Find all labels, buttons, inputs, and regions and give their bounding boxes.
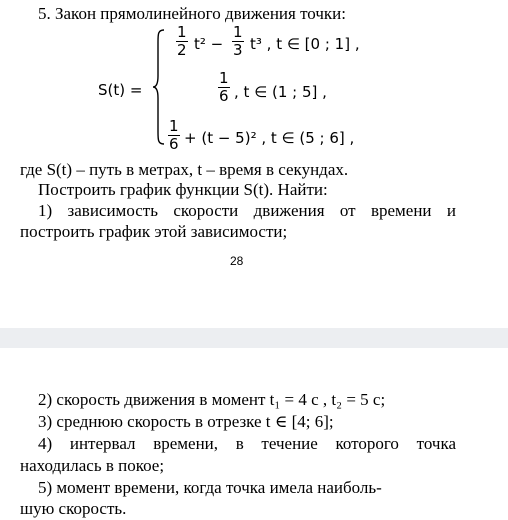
- item-4-line-1: 4) интервал времени, в течение которого точка: [38, 434, 456, 453]
- case1-term-1: t² −: [194, 35, 224, 53]
- left-brace: [152, 28, 166, 146]
- item-5-line-1: 5) момент времени, когда точка имела наиболь-: [38, 478, 382, 497]
- page-lower: [0, 348, 508, 520]
- case1-term-2: t³ , t ∈ [0 ; 1] ,: [250, 35, 360, 53]
- build-text: Построить график функции S(t). Найти:: [38, 180, 328, 199]
- item-5-line-2: шую скорость.: [20, 499, 127, 518]
- case1-fraction-1: $\frac{1}{2}$: [177, 23, 187, 59]
- item-4-line-2: находилась в покое;: [20, 456, 165, 475]
- where-text: где S(t) – путь в метрах, t – время в секундах.: [20, 160, 349, 179]
- problem-heading: 5. Закон прямолинейного движения точки:: [38, 4, 346, 23]
- case3-term: + (t − 5)² , t ∈ (5 ; 6] ,: [184, 129, 355, 147]
- page-number: 28: [230, 254, 244, 268]
- case3-fraction: $\frac{1}{6}$: [169, 117, 179, 153]
- item-1-line-2: построить график этой зависимости;: [20, 222, 288, 241]
- case2-term: , t ∈ (1 ; 5] ,: [234, 83, 327, 101]
- item-1-line-1: 1) зависимость скорости движения от времени и: [38, 201, 456, 220]
- case2-fraction: $\frac{1}{6}$: [219, 69, 229, 105]
- item-3: 3) среднюю скорость в отрезке t ∈ [4; 6];: [38, 412, 334, 431]
- item-2: 2) скорость движения в момент t₁ = 4 с , t₂ = 5 с;: [38, 390, 386, 409]
- function-lhs: S(t) =: [98, 81, 143, 99]
- case1-fraction-2: $\frac{1}{3}$: [233, 23, 243, 59]
- page-gap: [0, 328, 508, 348]
